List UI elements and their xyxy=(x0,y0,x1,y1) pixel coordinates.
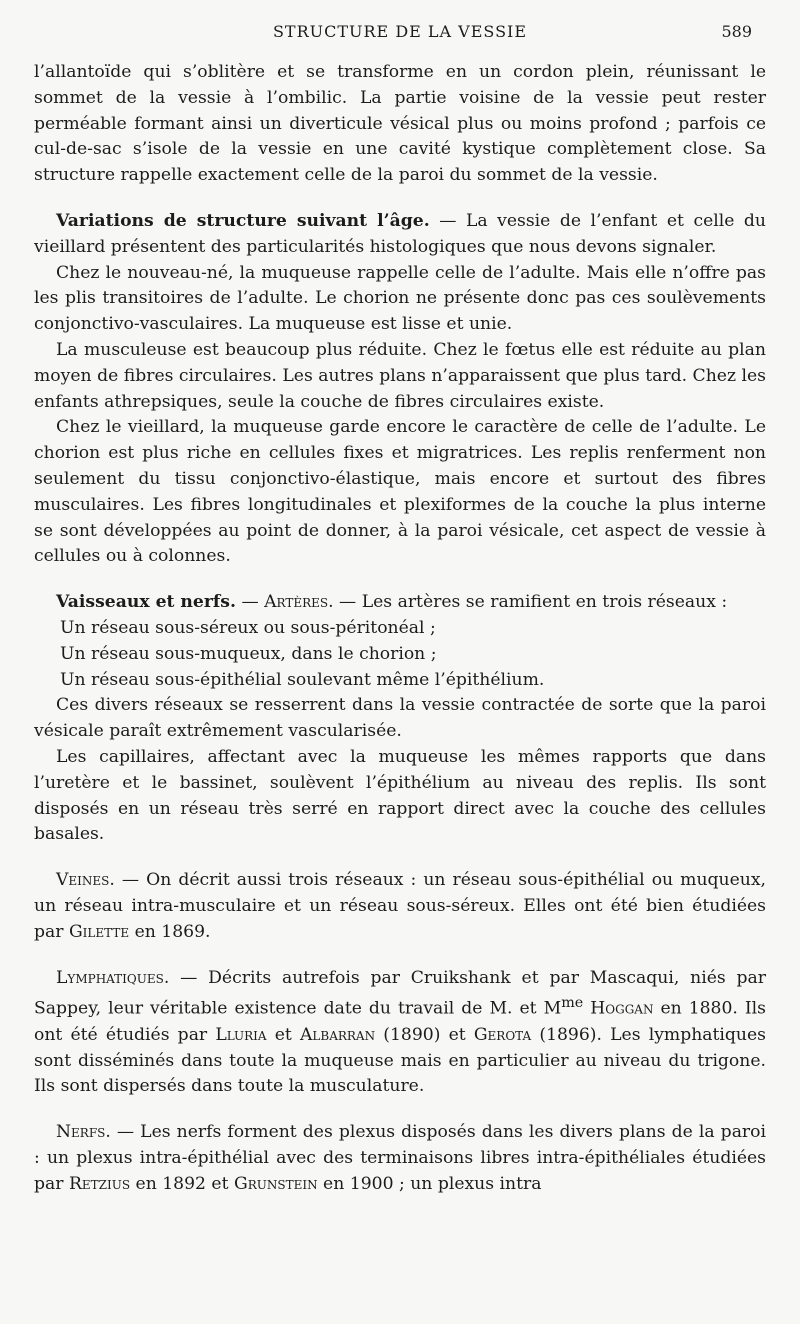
paragraph-capillaires: Les capillaires, affectant avec la muqueuse les mêmes rapports que dans l’uretère et le bassinet, soulèvent l’épithélium au niveau des replis. Ils sont disposés en un réseau très serré en rapport direct avec la couche des cellules basales. xyxy=(34,746,766,845)
page-body xyxy=(34,60,766,1198)
subheading-arteres: Artères. xyxy=(264,592,334,613)
list-item: Un réseau sous-épithélial soulevant même l’épithélium. xyxy=(60,669,545,690)
author-name: Gilette xyxy=(68,921,130,942)
running-title: STRUCTURE DE LA VESSIE xyxy=(272,22,528,41)
subheading-lymphatiques: Lymphatiques. xyxy=(56,967,170,988)
subheading-veines: Veines. xyxy=(56,870,115,891)
paragraph-vaisseaux-intro: Vaisseaux et nerfs. — Artères. — Les artères se ramifient en trois réseaux : xyxy=(56,592,728,613)
author-name: Hoggan xyxy=(583,999,654,1020)
paragraph-variations-intro: Variations de structure suivant l’âge. — La vessie de l’enfant et celle du vieillard présentent des particularités histologiques que nous devons signaler. xyxy=(34,210,766,257)
author-name: Grunstein xyxy=(233,1173,318,1194)
paragraph-musculeuse: La musculeuse est beaucoup plus réduite. Chez le fœtus elle est réduite au plan moyen de fibres circulaires. Les autres plans n’apparaissent que plus tard. Chez les enfants athrepsiques, seule la couche de fibres circulaires existe. xyxy=(34,339,766,412)
author-name: Retzius xyxy=(68,1173,131,1194)
list-item: Un réseau sous-muqueux, dans le chorion ; xyxy=(60,643,437,664)
paragraph-lymphatiques: Lymphatiques. — Décrits autrefois par Cruikshank et par Mascaqui, niés par Sappey, leur véritable existence date du travail de M. et $M^{me}$ Hoggan en 1880. Ils ont été étudiés par Lluria et Albarran (1890) et Gerota (1896). Les lymphatiques sont disséminés dans toute la muqueuse mais en particulier au niveau du trigone. Ils sont dispersés dans toute la musculature. xyxy=(34,967,766,1097)
author-name: Lluria xyxy=(215,1024,267,1045)
paragraph-vieillard: Chez le vieillard, la muqueuse garde encore le caractère de celle de l’adulte. Le chorion est plus riche en cellules fixes et migratrices. Les replis renferment non seulement du tissu conjonctivo-élastique, mais encore et surtout des fibres musculaires. Les fibres longitudinales et plexiformes de la couche la plus interne se sont développées au point de donner, à la paroi vésicale, cet aspect de vessie à cellules ou à colonnes. xyxy=(34,417,766,567)
arteries-list xyxy=(34,616,766,693)
paragraph-veines: Veines. — On décrit aussi trois réseaux : un réseau sous-épithélial ou muqueux, un réseau intra-musculaire et un réseau sous-séreux. Elles ont été bien étudiées par Gilette en 1869. xyxy=(34,870,766,942)
list-item: Un réseau sous-séreux ou sous-péritonéal ; xyxy=(60,617,436,638)
author-name: Gerota xyxy=(473,1024,532,1045)
paragraph-nerfs: Nerfs. — Les nerfs forment des plexus disposés dans les divers plans de la paroi : un plexus intra-épithélial avec des terminaisons libres intra-épithéliales étudiées par Retzius en 1892 et Grunstein en 1900 ; un plexus intra xyxy=(34,1122,766,1194)
section-heading-variations: Variations de structure suivant l’âge. xyxy=(56,210,430,231)
paragraph-allantoide: l’allantoïde qui s’oblitère et se transforme en un cordon plein, réunissant le sommet de la vessie à l’ombilic. La partie voisine de la vessie peut rester perméable formant ainsi un diverticule vésical plus ou moins profond ; parfois ce cul-de-sac s’isole de la vessie en une cavité kystique complètement close. Sa structure rappelle exactement celle de la paroi du sommet de la vessie. xyxy=(34,62,766,186)
running-header xyxy=(0,22,800,52)
page-number: 589 xyxy=(721,22,752,41)
paragraph-reseaux: Ces divers réseaux se resserrent dans la vessie contractée de sorte que la paroi vésicale paraît extrêmement vascularisée. xyxy=(34,695,766,742)
author-name: Albarran xyxy=(300,1024,376,1045)
section-heading-vaisseaux: Vaisseaux et nerfs. xyxy=(56,592,236,613)
subheading-nerfs: Nerfs. xyxy=(56,1122,111,1143)
paragraph-nouveau-ne: Chez le nouveau-né, la muqueuse rappelle celle de l’adulte. Mais elle n’offre pas les plis transitoires de l’adulte. Le chorion ne présente donc pas ces soulèvements conjonctivo-vasculaires. La muqueuse est lisse et unie. xyxy=(34,262,766,335)
